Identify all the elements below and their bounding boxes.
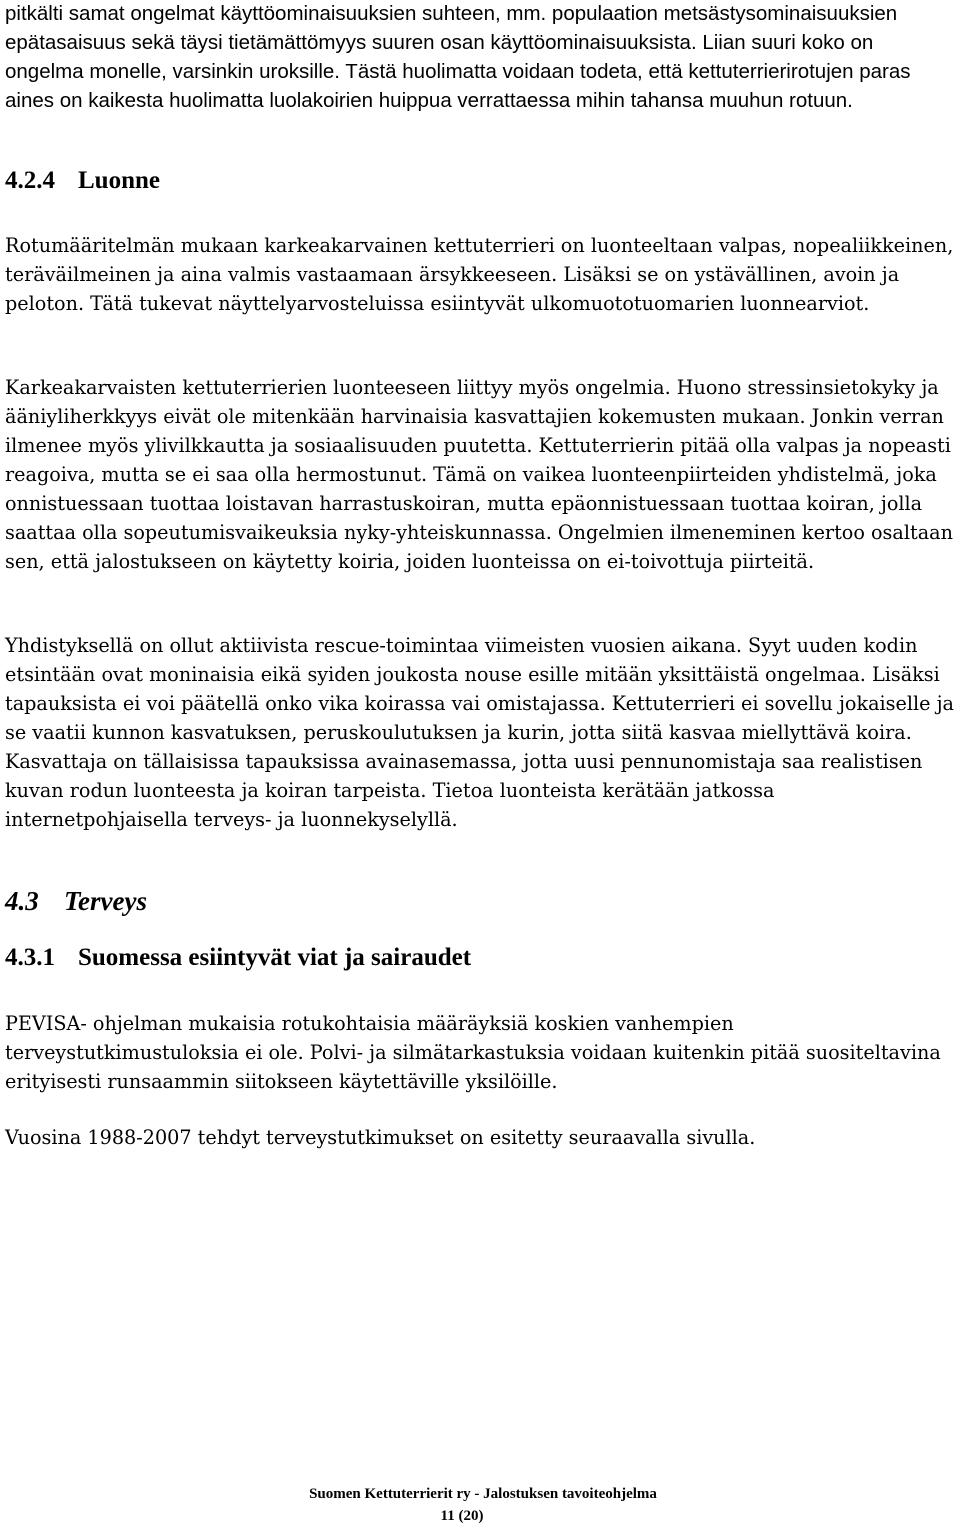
section-number: 4.3.1 [5,944,55,971]
section-heading-viat-ja-sairaudet [5,942,471,974]
section-title: Suomessa esiintyvät viat ja sairaudet [78,944,472,971]
page-number: 11 (20) [440,1508,484,1524]
terveys-paragraph-1: PEVISA- ohjelman mukaisia rotukohtaisia määräyksiä koskien vanhempien terveystutkimustuloksia ei ole. Polvi- ja silmätarkastuksia voidaan kuitenkin pitää suositeltavina erityisesti runsaammin siitokseen käytettäville yksilöille. [5,1012,941,1093]
terveys-paragraph-2: Vuosina 1988-2007 tehdyt terveystutkimukset on esitetty seuraavalla sivulla. [5,1126,756,1149]
intro-paragraph: pitkälti samat ongelmat käyttöominaisuuksien suhteen, mm. populaation metsästysominaisuuksien epätasaisuus sekä täysi tietämättömyys suuren osan käyttöominaisuuksista. Liian suuri koko on ongelma monelle, varsinkin uroksille. Tästä huolimatta voidaan todeta, että kettuterrierirotujen paras aines on kaikesta huolimatta luolakoirien huippua verrattaessa mihin tahansa muuhun rotuun. [5,2,911,112]
luonne-paragraph-3: Yhdistyksellä on ollut aktiivista rescue-toimintaa viimeisten vuosien aikana. Syyt uuden kodin etsintään ovat moninaisia eikä syiden joukosta nouse esille mitään yksittäistä ongelmaa. Lisäksi tapauksista ei voi päätellä onko vika koirassa vai omistajassa. Kettuterrieri ei sovellu jokaiselle ja se vaatii kunnon kasvatuksen, peruskoulutuksen ja kurin, jotta siitä kasvaa miellyttävä koira. Kasvattaja on tällaisissa tapauksissa avainasemassa, jotta uusi pennunomistaja saa realistisen kuvan rodun luonteesta ja koiran tarpeista. Tietoa luonteista kerätään jatkossa internetpohjaisella terveys- ja luonnekyselyllä. [5,634,954,831]
luonne-paragraph-1: Rotumääritelmän mukaan karkeakarvainen kettuterrieri on luonteeltaan valpas, nopealiikkeinen, teräväilmeinen ja aina valmis vastaamaan ärsykkeeseen. Lisäksi se on ystävällinen, avoin ja peloton. Tätä tukevat näyttelyarvosteluissa esiintyvät ulkomuototuomarien luonnearviot. [5,234,954,315]
section-title: Terveys [64,886,147,916]
section-number: 4.2.4 [5,167,55,194]
page-footer [0,1483,960,1527]
luonne-paragraph-2: Karkeakarvaisten kettuterrierien luonteeseen liittyy myös ongelmia. Huono stressinsietokyky ja ääniyliherkkyys eivät ole mitenkään harvinaisia kasvattajien kokemusten mukaan. Jonkin verran ilmenee myös ylivilkkautta ja sosiaalisuuden puutetta. Kettuterrierin pitää olla valpas ja nopeasti reagoiva, mutta se ei saa olla hermostunut. Tämä on vaikea luonteenpiirteiden yhdistelmä, joka onnistuessaan tuottaa loistavan harrastuskoiran, mutta epäonnistuessaan tuottaa koiran, jolla saattaa olla sopeutumisvaikeuksia nyky-yhteiskunnassa. Ongelmien ilmeneminen kertoo osaltaan sen, että jalostukseen on käytetty koiria, joiden luonteissa on ei-toivottuja piirteitä. [5,376,953,573]
section-heading-terveys [5,884,147,918]
section-heading-luonne [5,165,160,197]
footer-title: Suomen Kettuterrierit ry - Jalostuksen tavoiteohjelma [309,1486,657,1502]
section-title: Luonne [78,167,160,194]
section-number: 4.3 [5,886,39,916]
